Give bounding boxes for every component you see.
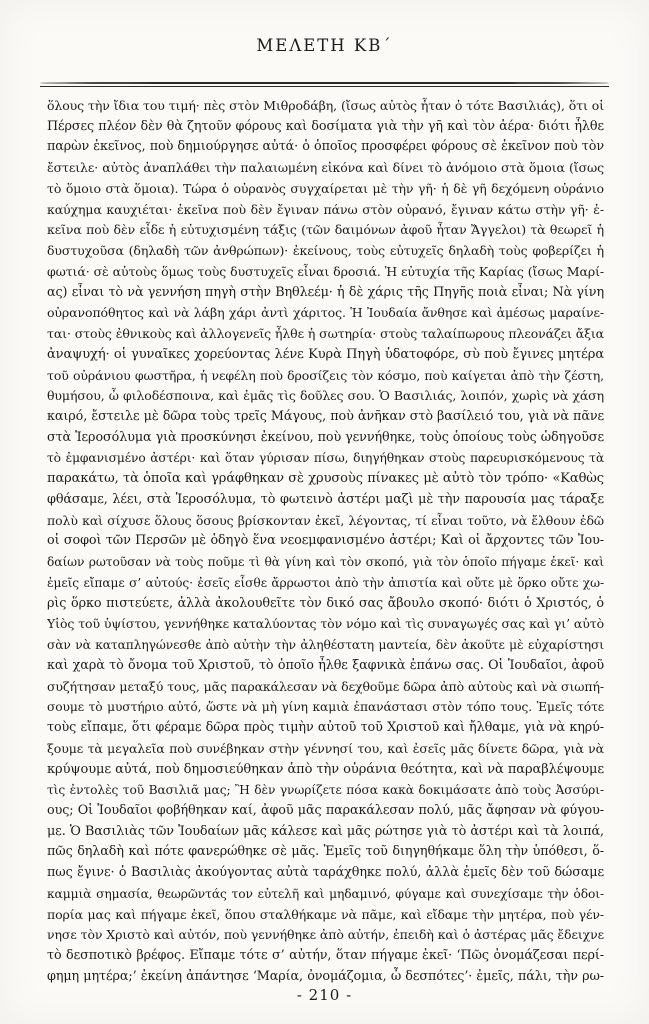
text-line: ἀναψυχή· οἱ γυναῖκες χορεύοντας λένε Κυρὰ Πηγὴ ὑδατοφόρε, σὺ ποὺ ἔγινες μητέρα [47, 346, 604, 362]
text-line: δαίων ρωτοῦσαν νὰ τοὺς ποῦμε τὶ θὰ γίνη καὶ τὸν σκοπό, γιὰ τὸν ὁποῖο πήγαμε ἐκεῖ· καὶ [47, 555, 604, 570]
text-line: σὰν νὰ καταπληγώνεσθε ἀπὸ αὐτὴν τὴν ἀληθέστατη μαντεία, δὲν ἀκοῦτε μὲ εὐχαρίστησι [47, 638, 604, 653]
text-line: πορία μας καὶ πήγαμε ἐκεῖ, ὅπου σταλθήκαμε νὰ πᾶμε, καὶ εἴδαμε τὴν μητέρα, ποὺ γέν- [47, 906, 604, 922]
text-line: νησε τὸν Χριστὸ καὶ αὐτόν, ποὺ γεννήθηκε ἀπὸ αὐτήν, ἐπειδὴ καὶ ὁ ἀστέρας μᾶς ἔδειχνε [47, 927, 604, 943]
text-line: στὰ Ἱεροσόλυμα γιὰ προσκύνησι ἐκείνου, ποὺ γεννήθηκε, τοὺς ὁποίους τοὺς ὡδηγοῦσε [47, 429, 604, 445]
body-text [47, 96, 604, 988]
text-line: δυστυχοῦσα (δηλαδὴ τῶν ἀνθρώπων)· ἐκείνους, τοὺς εὐτυχεῖς δηλαδὴ τοὺς φοβερίζει ἡ [47, 243, 604, 259]
text-line: συζήτησαν μεταξύ τους, μᾶς παρακάλεσαν νὰ δεχθοῦμε δῶρα ἀπὸ αὐτοὺς καὶ νὰ σιωπή- [47, 678, 604, 694]
text-line: τοὺς εἴπαμε, ὅτι φέραμε δῶρα πρὸς τιμὴν αὐτοῦ τοῦ Χριστοῦ καὶ ἤλθαμε, γιὰ νὰ κηρύ- [47, 720, 604, 736]
text-line: ται· στοὺς ἐθνικοὺς καὶ ἀλλογενεῖς ἦλθε ἡ σωτηρία· στοὺς ταλαίπωρους πλεονάζει ἄξια [47, 326, 604, 342]
text-line: παρακάτω, τὰ ὁποῖα καὶ γράφθηκαν σὲ χρυσοὺς πίνακες μὲ αὐτὸ τὸν τρόπο· «Καθὼς [47, 471, 604, 487]
text-line: οἱ σοφοὶ τῶν Περσῶν μὲ ὁδηγὸ ἕνα νεοεμφανισμένο ἀστέρι; Καὶ οἱ ἄρχοντες τῶν Ἰου- [47, 533, 604, 549]
text-line: ρὶς ὅρκο πιστεύετε, ἀλλὰ ἀκολουθεῖτε τὸν δικό σας ἄβουλο σκοπό· διότι ὁ Χριστός, ὁ [47, 595, 604, 611]
text-line: κεῖνα ποὺ δὲν εἶδε ἡ εὐτυχισμένη τάξις (τῶν δαιμόνων ἀφοῦ ἦταν Ἄγγελοι) τὰ θεωρεῖ ἡ [47, 222, 604, 238]
text-line: φωτιά· σὲ αὐτοὺς ὅμως τοὺς δυστυχεῖς εἶναι δροσιά. Ἡ εὐτυχία τῆς Καρίας (ἴσως Μαρί- [47, 263, 604, 279]
text-line: πως ἔγινε· ὁ Βασιλιὰς ἀκούγοντας αὐτὰ ταράχθηκε πολύ, ἀλλὰ ἐμεῖς δὲν τοῦ δώσαμε [47, 865, 604, 881]
text-line: φθάσαμε, λέει, στὰ Ἱεροσόλυμα, τὸ φωτεινὸ ἀστέρι μαζὶ μὲ τὴν παρουσία μας τάραξε [47, 491, 604, 507]
text-line: τοῦ οὐράνιου φωστῆρα, ἡ νεφέλη ποὺ δροσίζεις τὸν κόσμο, ποὺ καίγεται ἀπὸ τὴν ζέστη, [47, 367, 604, 383]
text-line: καὶ χαρὰ τὸ ὄνομα τοῦ Χριστοῦ, τὸ ὁποῖο ἦλθε ξαφνικὰ ἐπάνω σας. Οἱ Ἰουδαῖοι, ἀφοῦ [47, 657, 604, 673]
text-line: καύχημα καυχιέται· ἐκεῖνα ποὺ δὲν ἔγιναν πάνω στὸν οὐρανό, ἔγιναν κάτω στὴν γῆ· ἐ- [47, 201, 604, 217]
text-line: ἐμεῖς εἴπαμε σ’ αὐτούς· ἐσεῖς εἶσθε ἄρρωστοι ἀπὸ τὴν ἀπιστία καὶ οὔτε μὲ ὅρκο οὔτε χω- [47, 575, 604, 590]
header-rule-bottom-line [40, 86, 609, 87]
text-line: ας) εἶναι τὸ νὰ γεννήση πηγὴ στὴν Βηθλεέμ· ἡ δὲ χάρις τῆς Πηγῆς ποιὰ εἶναι; Νὰ γίνη [47, 284, 604, 300]
page-title: ΜΕΛΕΤΗ ΚΒ´ [256, 36, 393, 55]
text-line: οὐρανοπόθητος καὶ νὰ λάβη χάρι ἀντὶ χάριτος. Ἡ Ἰουδαία ἄνθησε καὶ ἀμέσως μαραίνε- [47, 305, 604, 321]
text-line: πολὺ καὶ σίχυσε ὅλους ὅσους βρίσκονταν ἐκεῖ, λέγοντας, τί εἶναι τοῦτο, νὰ ἔλθουν ἐδῶ [47, 512, 604, 528]
text-line: τὸ ὅμοιο στὰ ὅμοια). Τώρα ὁ οὐρανὸς συγχαίρεται μὲ τὴν γῆ· ἡ δὲ γῆ δεχόμενη οὐράνιο [47, 180, 604, 196]
text-line: τὸ ἐμφανισμένο ἀστέρι· καὶ ὅταν γύρισαν πίσω, διηγήθηκαν στοὺς παρευρισκόμενους τὰ [47, 451, 604, 466]
header-rule-top-line [40, 82, 609, 84]
text-line: φημη μητέρα;’ ἐκείνη ἀπάντησε ‘Μαρία, ὀνομάζομια, ὦ δεσπότες’· ἐμεῖς, πάλι, τὴν ρω- [47, 968, 604, 984]
page-number: - 210 - [296, 986, 353, 1004]
header-rule [40, 82, 609, 87]
text-line: καμμιὰ σημασία, θεωρῶντάς τον εὐτελῆ καὶ μηδαμινό, φύγαμε καὶ συνεχίσαμε τὴν ὁδοι- [47, 886, 604, 901]
text-line: ἔστειλε· αὐτὸς ἀναπλάθει τὴν παλαιωμένη εἰκόνα καὶ δίνει τὸ ἀνόμοιο στὰ ὅμοια (ἴσως [47, 160, 604, 176]
text-line: ξουμε τὰ μεγαλεῖα ποὺ συνέβηκαν στὴν γέννησί του, καὶ ἐσεῖς μᾶς δίνετε δῶρα, γιὰ νὰ [47, 740, 604, 756]
text-line: Υἱὸς τοῦ ὑψίστου, γεννήθηκε καταλύοντας τὸν νόμο καὶ τὶς συναγωγές σας καὶ γι’ αὐτὸ [47, 616, 604, 632]
text-line: ους; Οἱ Ἰουδαῖοι φοβήθηκαν καί, ἀφοῦ μᾶς παρακάλεσαν πολύ, μᾶς ἄφησαν νὰ φύγου- [47, 802, 604, 818]
text-line: κρύψουμε αὐτά, ποὺ δημοσιεύθηκαν ἀπὸ τὴν οὐράνια θεότητα, καὶ νὰ παραβλέψουμε [47, 761, 604, 777]
text-line: τὸ δεσποτικὸ βρέφος. Εἴπαμε τότε σ’ αὐτήν, ὅταν πήγαμε ἐκεῖ· ‘Πῶς ὀνομάζεσαι περί- [47, 948, 604, 964]
text-line: Πέρσες πλέον δὲν θὰ ζητοῦν φόρους καὶ δοσίματα γιὰ τὴν γῆ καὶ τὸν ἀέρα· διότι ἦλθε [47, 118, 604, 134]
text-line: καιρό, ἔστειλε μὲ δῶρα τοὺς τρεῖς Μάγους, ποὺ ἀνῆκαν στὸ βασίλειό του, γιὰ νὰ πᾶνε [47, 409, 604, 425]
text-line: πῶς δηλαδὴ καὶ πότε φανερώθηκε σὲ μᾶς. Ἐμεῖς τοῦ διηγηθήκαμε ὅλη τὴν ὑπόθεσι, ὅ- [47, 844, 604, 860]
text-line: τὶς ἐντολὲς τοῦ Βασιλιᾶ μας; Ἢ δὲν γνωρίζετε πόσα κακὰ δοκιμάσατε ἀπὸ τοὺς Ἀσσύρι- [47, 783, 604, 798]
text-line: σουμε τὸ μυστήριο αὐτό, ὥστε νὰ μὴ γίνη καμιὰ ἐπανάστασι στὸν τόπο τους. Ἐμεῖς τότε [47, 700, 604, 715]
text-line: με. Ὁ Βασιλιὰς τῶν Ἰουδαίων μᾶς κάλεσε καὶ μᾶς ρώτησε γιὰ τὸ ἀστέρι καὶ τὰ λοιπά, [47, 823, 604, 839]
text-line: παρὼν ἐκεῖνος, ποὺ δημιούργησε αὐτά· ὁ ὁποῖος προσφέρει φόρους σὲ ἐκεῖνον ποὺ τὸν [47, 139, 604, 155]
text-line: θυμήσου, ὦ φιλοδέσποινα, καὶ ἐμᾶς τὶς δοῦλες σου. Ὁ Βασιλιάς, λοιπόν, χωρὶς νὰ χάση [47, 388, 604, 404]
text-line: ὅλους τὴν ἴδια του τιμή· πὲς στὸν Μιθροδάβη, (ἴσως αὐτὸς ἦταν ὁ τότε Βασιλιάς), ὅτι οἱ [47, 98, 604, 113]
